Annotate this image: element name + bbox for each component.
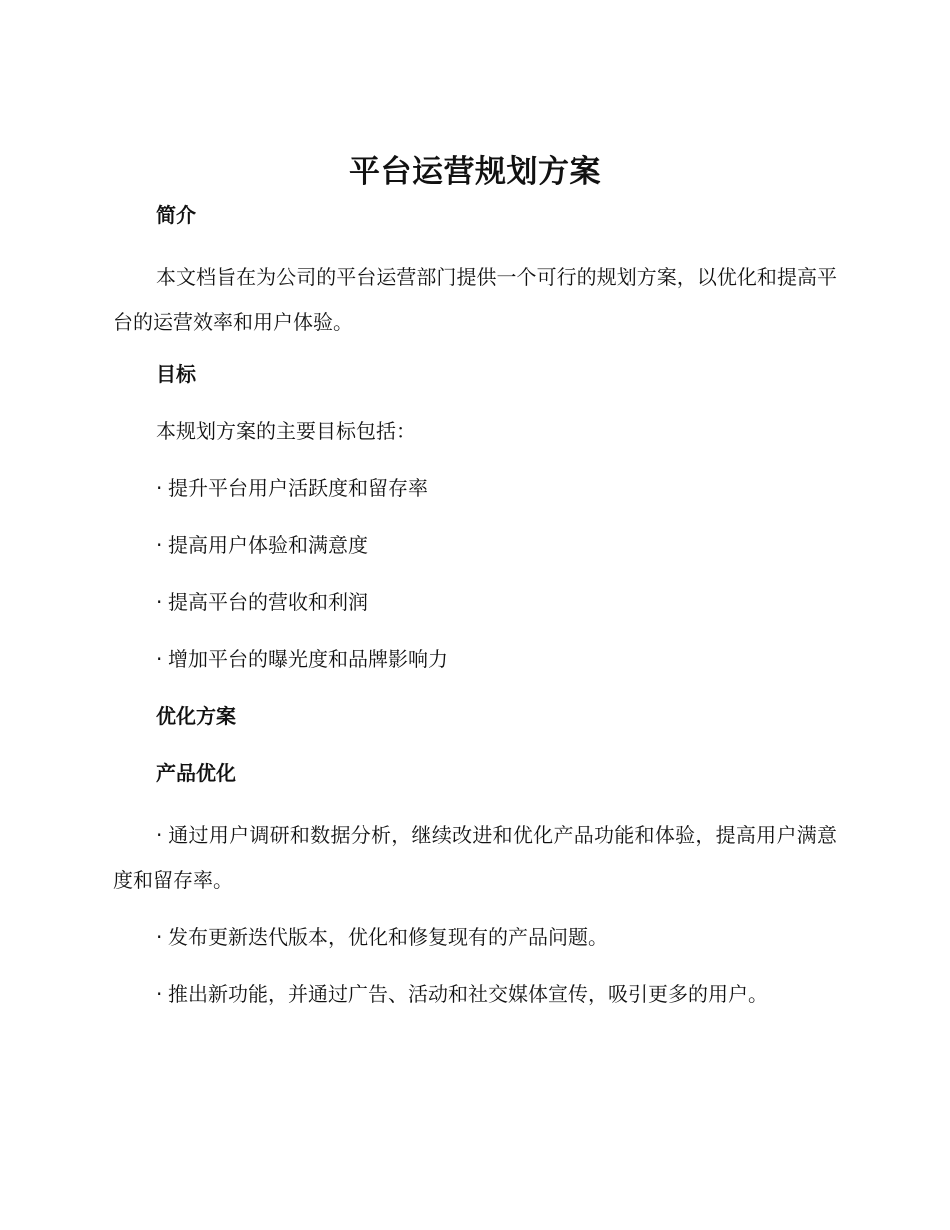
list-item xyxy=(113,471,837,505)
list-item-text: 提高平台的营收和利润 xyxy=(168,590,368,614)
bullet-dot-icon: · xyxy=(156,476,163,500)
list-item xyxy=(113,528,837,562)
subsection-heading-product: 产品优化 xyxy=(156,761,236,785)
section-heading-optimization: 优化方案 xyxy=(156,704,236,728)
bullet-dot-icon: · xyxy=(156,533,163,557)
bullet-dot-icon: · xyxy=(156,823,163,847)
list-item-text: 提升平台用户活跃度和留存率 xyxy=(168,476,428,500)
list-item xyxy=(113,915,837,960)
list-item-text: 增加平台的曝光度和品牌影响力 xyxy=(168,647,448,671)
document-title: 平台运营规划方案 xyxy=(349,154,601,190)
bullet-dot-icon: · xyxy=(156,982,163,1006)
product-optimization-list xyxy=(113,813,837,1017)
document-body xyxy=(113,150,837,1029)
list-item xyxy=(113,642,837,676)
list-item xyxy=(113,585,837,619)
bullet-dot-icon: · xyxy=(156,647,163,671)
goals-list xyxy=(113,471,837,676)
section-heading-goals: 目标 xyxy=(156,362,196,386)
bullet-dot-icon: · xyxy=(156,925,163,949)
list-item xyxy=(113,972,837,1017)
goals-lead: 本规划方案的主要目标包括： xyxy=(156,419,416,443)
list-item-text: 提高用户体验和满意度 xyxy=(168,533,368,557)
list-item xyxy=(113,813,837,903)
list-item-text: 发布更新迭代版本，优化和修复现有的产品问题。 xyxy=(168,925,608,949)
section-heading-intro: 简介 xyxy=(156,203,196,227)
list-item-text: 推出新功能，并通过广告、活动和社交媒体宣传，吸引更多的用户。 xyxy=(168,982,768,1006)
bullet-dot-icon: · xyxy=(156,590,163,614)
intro-paragraph: 本文档旨在为公司的平台运营部门提供一个可行的规划方案，以优化和提高平台的运营效率和用户体验。 xyxy=(113,265,837,334)
list-item-text: 通过用户调研和数据分析，继续改进和优化产品功能和体验，提高用户满意度和留存率。 xyxy=(113,823,837,892)
